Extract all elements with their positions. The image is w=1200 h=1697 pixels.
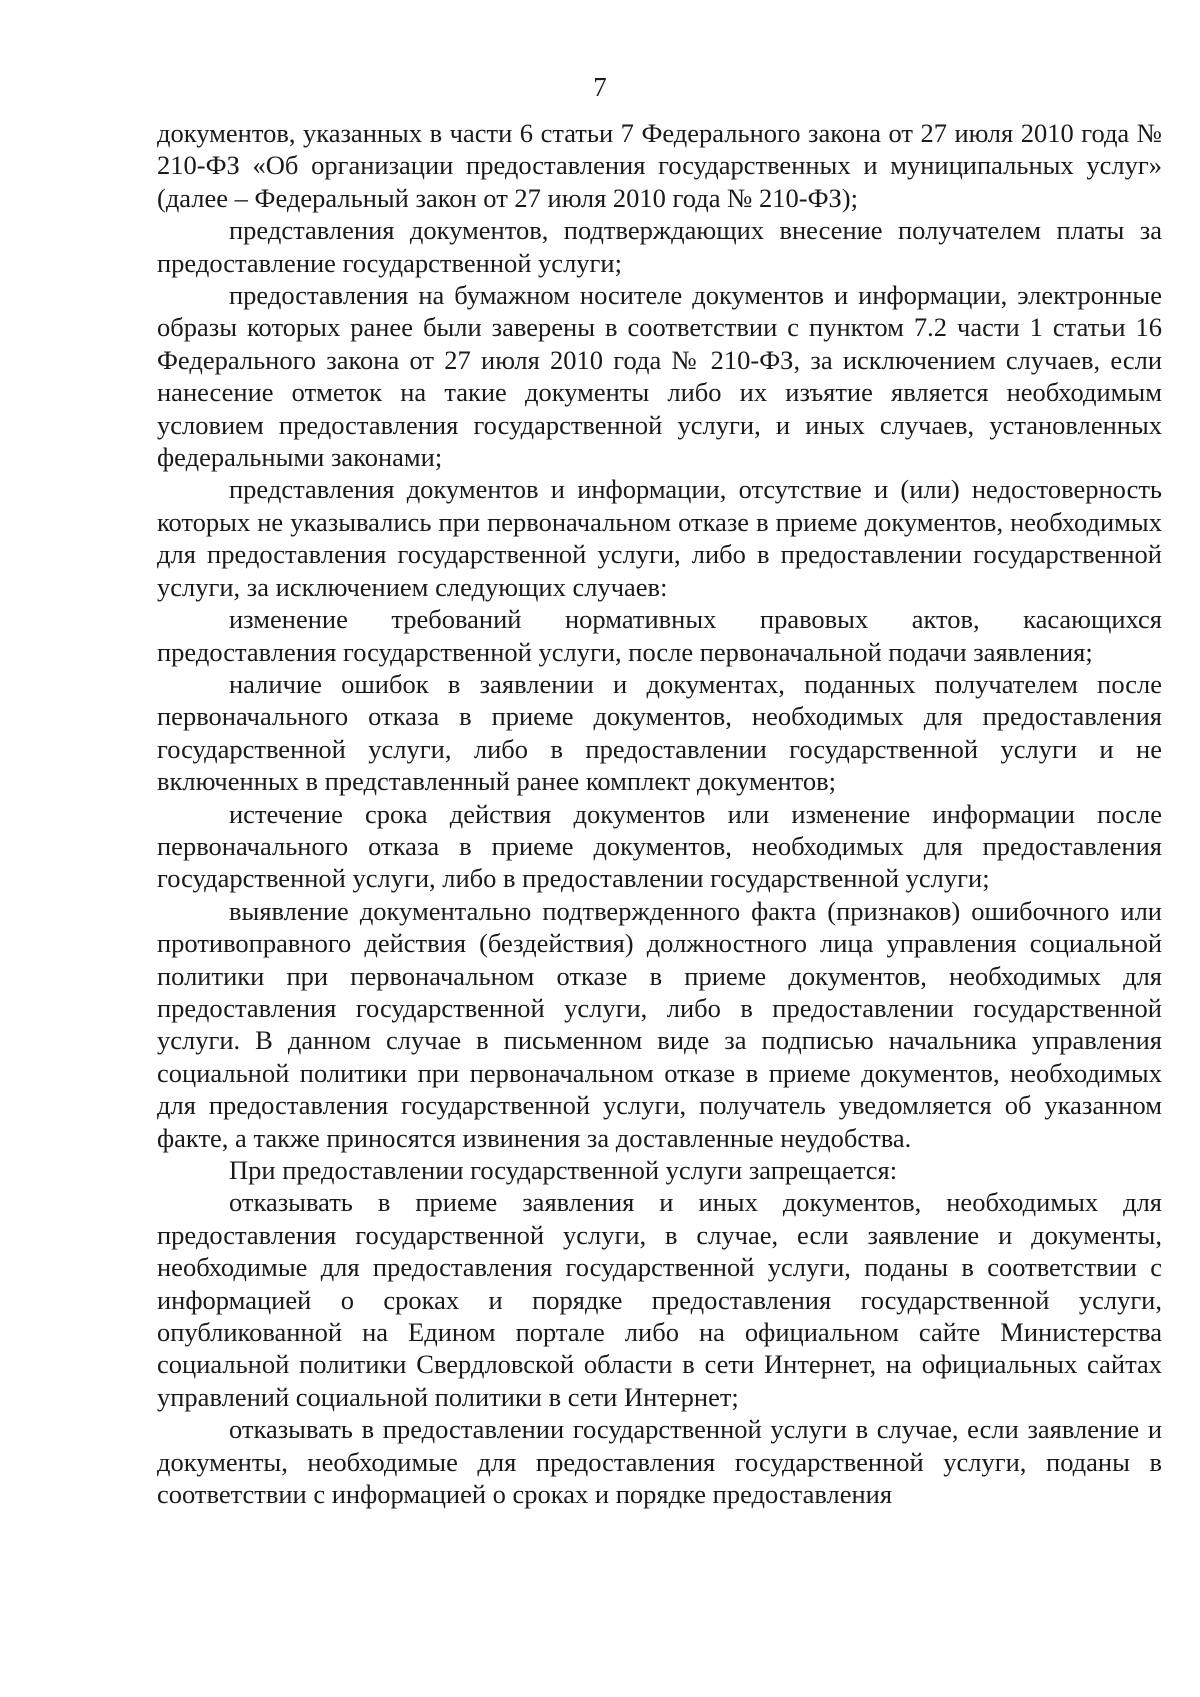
paragraph: отказывать в приеме заявления и иных документов, необходимых для предоставления государственной услуги, в случае, если заявление и документы, необходимые для предоставления государственной услуги, поданы в соответствии с информацией о сроках и порядке предоставления государственной услуги, опубликованной на Едином портале либо на официальном сайте Министерства социальной политики Свердловской области в сети Интернет, на официальных сайтах управлений социальной политики в сети Интернет; bbox=[157, 1187, 1162, 1412]
paragraph: наличие ошибок в заявлении и документах, поданных получателем после первоначального отказа в приеме документов, необходимых для предоставления государственной услуги, либо в предоставлении государственной услуги и не включенных в представленный ранее комплект документов; bbox=[157, 668, 1162, 797]
paragraph-continuation: документов, указанных в части 6 статьи 7 Федерального закона от 27 июля 2010 года № 210-ФЗ «Об организации предоставления государственных и муниципальных услуг» (далее – Федеральный закон от 27 июля 2010 года № 210-ФЗ); bbox=[157, 118, 1162, 213]
paragraph: отказывать в предоставлении государственной услуги в случае, если заявление и документы, необходимые для предоставления государственной услуги, поданы в соответствии с информацией о сроках и порядке предоставления bbox=[157, 1414, 1162, 1510]
paragraph: представления документов, подтверждающих внесение получателем платы за предоставление государственной услуги; bbox=[157, 215, 1162, 278]
paragraph: изменение требований нормативных правовых актов, касающихся предоставления государственной услуги, после первоначальной подачи заявления; bbox=[157, 604, 1162, 667]
paragraph: представления документов и информации, отсутствие и (или) недостоверность которых не указывались при первоначальном отказе в приеме документов, необходимых для предоставления государственной услуги, либо в предоставлении государственной услуги, за исключением следующих случаев: bbox=[157, 474, 1162, 602]
paragraph: При предоставлении государственной услуги запрещается: bbox=[229, 1155, 898, 1185]
page-number: 7 bbox=[593, 72, 607, 102]
document-body bbox=[157, 117, 1162, 1510]
paragraph: выявление документально подтвержденного факта (признаков) ошибочного или противоправного действия (бездействия) должностного лица управления социальной политики при первоначальном отказе в приеме документов, необходимых для предоставления государственной услуги, либо в предоставлении государственной услуги. В данном случае в письменном виде за подписью начальника управления социальной политики при первоначальном отказе в приеме документов, необходимых для предоставления государственной услуги, получатель уведомляется об указанном факте, а также приносятся извинения за доставленные неудобства. bbox=[157, 895, 1162, 1153]
paragraph: истечение срока действия документов или изменение информации после первоначального отказа в приеме документов, необходимых для предоставления государственной услуги, либо в предоставлении государственной услуги; bbox=[157, 798, 1162, 894]
paragraph: предоставления на бумажном носителе документов и информации, электронные образы которых ранее были заверены в соответствии с пунктом 7.2 части 1 статьи 16 Федерального закона от 27 июля 2010 года № 210-ФЗ, за исключением случаев, если нанесение отметок на такие документы либо их изъятие является необходимым условием предоставления государственной услуги, и иных случаев, установленных федеральными законами; bbox=[157, 280, 1162, 473]
